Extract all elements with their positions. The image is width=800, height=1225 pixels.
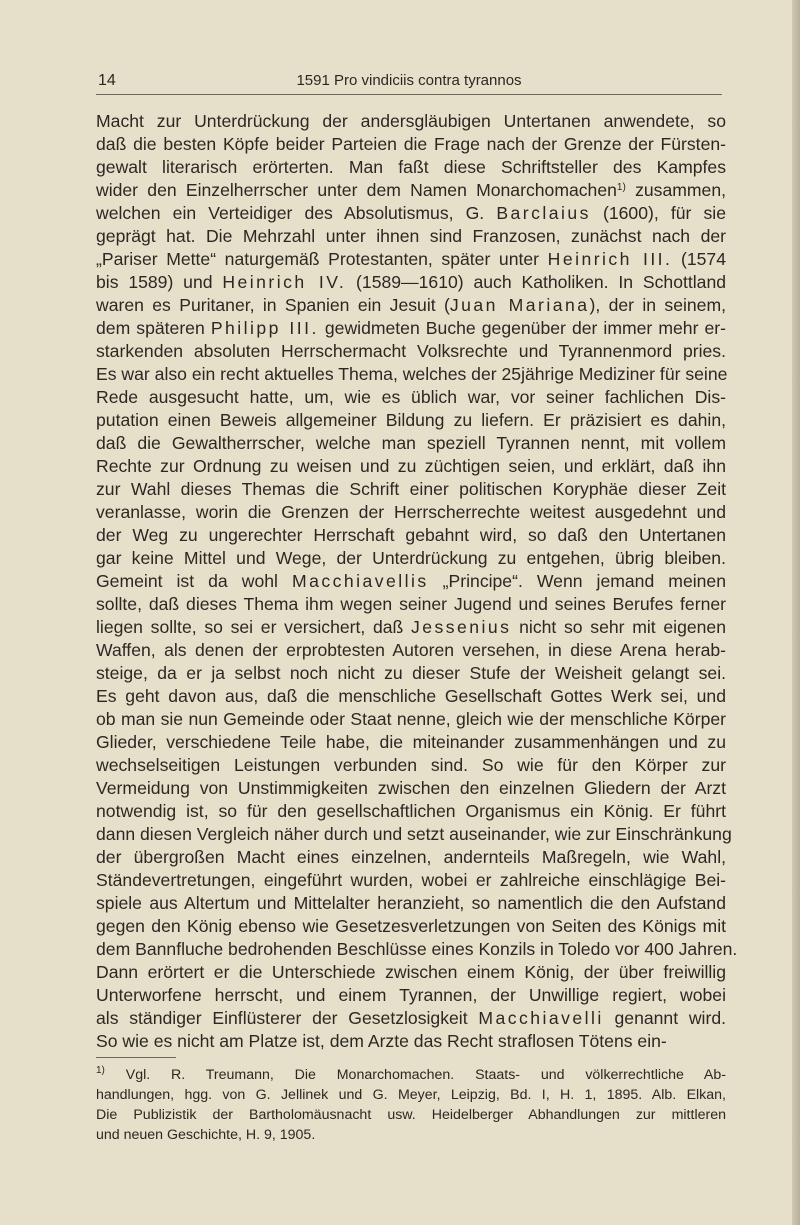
text-line: gar keine Mittel und Wege, der Unterdrückung zu entgehen, übrig bleiben. — [96, 548, 726, 568]
text-line — [96, 1007, 726, 1030]
text-line: daß die Gewaltherrscher, welche man speziell Tyrannen nennt, mit vollem — [96, 433, 726, 453]
text-segment: liegen sollte, so sei er versichert, daß — [96, 617, 404, 637]
text-line: Unterworfene herrscht, und einem Tyrannen, der Unwillige regiert, wobei — [96, 985, 726, 1005]
text-line: notwendig ist, so für den gesellschaftlichen Organismus ein König. Er führt — [96, 801, 726, 821]
text-line: dann diesen Vergleich näher durch und setzt auseinander, wie zur Einschränkung — [96, 824, 732, 844]
spaced-name: Heinrich IV. — [222, 272, 347, 292]
text-line: putation einen Beweis allgemeiner Bildung zu liefern. Er präzisiert es dahin, — [96, 410, 726, 430]
footnote-line — [96, 1065, 726, 1085]
spaced-name: Juan Mariana — [449, 295, 590, 315]
footnote-text: Vgl. R. Treumann, Die Monarchomachen. Staats- und völkerrechtliche Ab- — [104, 1067, 726, 1083]
text-line — [96, 570, 726, 593]
text-segment: Gemeint ist da wohl — [96, 571, 278, 591]
text-line — [96, 202, 726, 225]
text-segment: bis 1589) und — [96, 272, 213, 292]
footnote-line: Die Publizistik der Bartholomäusnacht usw. Heidelberger Abhandlungen zur mittleren — [96, 1107, 726, 1123]
footnote — [96, 1065, 726, 1145]
text-line — [96, 271, 726, 294]
text-segment: nicht so sehr mit eigenen — [511, 617, 726, 637]
text-segment: gewidmeten Buche gegenüber der immer mehr er- — [318, 318, 726, 338]
text-line: Dann erörtert er die Unterschiede zwischen einem König, der über freiwillig — [96, 962, 726, 982]
spaced-name: Macchiavelli — [478, 1008, 604, 1028]
footnote-marker: 1) — [96, 1065, 105, 1076]
text-segment: als ständiger Einflüsterer der Gesetzlosigkeit — [96, 1008, 468, 1028]
spaced-name: Barclaius — [496, 203, 591, 223]
text-line: geprägt hat. Die Mehrzahl unter ihnen sind Franzosen, zunächst nach der — [96, 226, 726, 246]
running-header — [96, 72, 722, 95]
text-line: dem Bannfluche bedrohenden Beschlüsse eines Konzils in Toledo vor 400 Jahren. — [96, 939, 738, 959]
text-segment: genannt wird. — [603, 1008, 726, 1028]
text-segment: welchen ein Verteidiger des Absolutismus, G. — [96, 203, 485, 223]
spaced-name: Jessenius — [411, 617, 512, 637]
footnote-rule — [96, 1057, 176, 1058]
footnote-reference: 1) — [616, 182, 626, 193]
text-segment: „Principe“. Wenn jemand meinen — [428, 571, 726, 591]
footnote-line: handlungen, hgg. von G. Jellinek und G. Meyer, Leipzig, Bd. I, H. 1, 1895. Alb. Elkan, — [96, 1087, 726, 1103]
text-line: gegen den König ebenso wie Gesetzesverletzungen von Seiten des Königs mit — [96, 916, 726, 936]
text-line — [96, 317, 726, 340]
text-line: starkenden absoluten Herrschermacht Volksrechte und Tyrannenmord pries. — [96, 341, 726, 361]
text-line: ob man sie nun Gemeinde oder Staat nenne, gleich wie der menschliche Körper — [96, 709, 726, 729]
text-line: daß die besten Köpfe beider Parteien die Frage nach der Grenze der Fürsten- — [96, 134, 726, 154]
text-line: Es geht davon aus, daß die menschliche Gesellschaft Gottes Werk sei, und — [96, 686, 726, 706]
text-line: Rechte zur Ordnung zu weisen und zu züchtigen seien, und erklärt, daß ihn — [96, 456, 726, 476]
text-line: spiele aus Altertum und Mittelalter heranzieht, so namentlich die den Aufstand — [96, 893, 726, 913]
text-segment: waren es Puritaner, in Spanien ein Jesuit ( — [96, 295, 450, 315]
running-title: 1591 Pro vindiciis contra tyrannos — [296, 72, 522, 89]
spaced-name: Heinrich III. — [547, 249, 673, 269]
page-number: 14 — [98, 72, 116, 89]
text-line: wechselseitigen Leistungen verbunden sind. So wie für den Körper zur — [96, 755, 726, 775]
text-line: der übergroßen Macht eines einzelnen, andernteils Maßregeln, wie Wahl, — [96, 847, 726, 867]
text-line: So wie es nicht am Platze ist, dem Arzte das Recht straflosen Tötens ein- — [96, 1031, 667, 1051]
body-text — [96, 110, 738, 1053]
text-line: steige, da er ja selbst noch nicht zu dieser Stufe der Weisheit gelangt sei. — [96, 663, 726, 683]
text-line: Macht zur Unterdrückung der andersgläubigen Untertanen anwendete, so — [96, 111, 726, 131]
text-line — [96, 179, 726, 202]
text-line: sollte, daß dieses Thema ihm wegen seiner Jugend und seines Berufes ferner — [96, 594, 726, 614]
text-segment: zusammen, — [625, 180, 726, 200]
text-segment: „Pariser Mette“ naturgemäß Protestanten, später unter — [96, 249, 540, 269]
text-line: Es war also ein recht aktuelles Thema, welches der 25jährige Mediziner für seine — [96, 364, 728, 384]
text-line: zur Wahl dieses Themas die Schrift einer politischen Koryphäe dieser Zeit — [96, 479, 726, 499]
text-segment: (1600), für sie — [590, 203, 726, 223]
text-line: Glieder, verschiedene Teile habe, die miteinander zusammenhängen und zu — [96, 732, 726, 752]
spaced-name: Philipp III. — [210, 318, 319, 338]
text-line: Waffen, als denen der erprobtesten Autoren versehen, in diese Arena herab- — [96, 640, 726, 660]
text-line — [96, 294, 726, 317]
spaced-name: Macchiavellis — [291, 571, 429, 591]
text-segment: wider den Einzelherrscher unter dem Namen Monarchomachen — [96, 180, 617, 200]
text-line: gewalt literarisch erörterten. Man faßt diese Schriftsteller des Kampfes — [96, 157, 726, 177]
footnote-line: und neuen Geschichte, H. 9, 1905. — [96, 1127, 316, 1143]
page-edge — [792, 0, 800, 1225]
text-segment: (1589—1610) auch Katholiken. In Schottland — [346, 272, 727, 292]
text-segment: dem späteren — [96, 318, 205, 338]
text-line: Vermeidung von Unstimmigkeiten zwischen den einzelnen Gliedern der Arzt — [96, 778, 726, 798]
text-line: Rede ausgesucht hatte, um, wie es üblich war, vor seiner fachlichen Dis- — [96, 387, 726, 407]
text-line: Ständevertretungen, eingeführt wurden, wobei er zahlreiche einschlägige Bei- — [96, 870, 726, 890]
text-line: veranlasse, worin die Grenzen der Herrscherrechte weitest ausgedehnt und — [96, 502, 726, 522]
text-segment: ), der in seinem, — [589, 295, 726, 315]
text-line: der Weg zu ungerechter Herrschaft gebahnt wird, so daß den Untertanen — [96, 525, 726, 545]
text-line — [96, 616, 726, 639]
text-segment: (1574 — [672, 249, 727, 269]
text-line — [96, 248, 726, 271]
